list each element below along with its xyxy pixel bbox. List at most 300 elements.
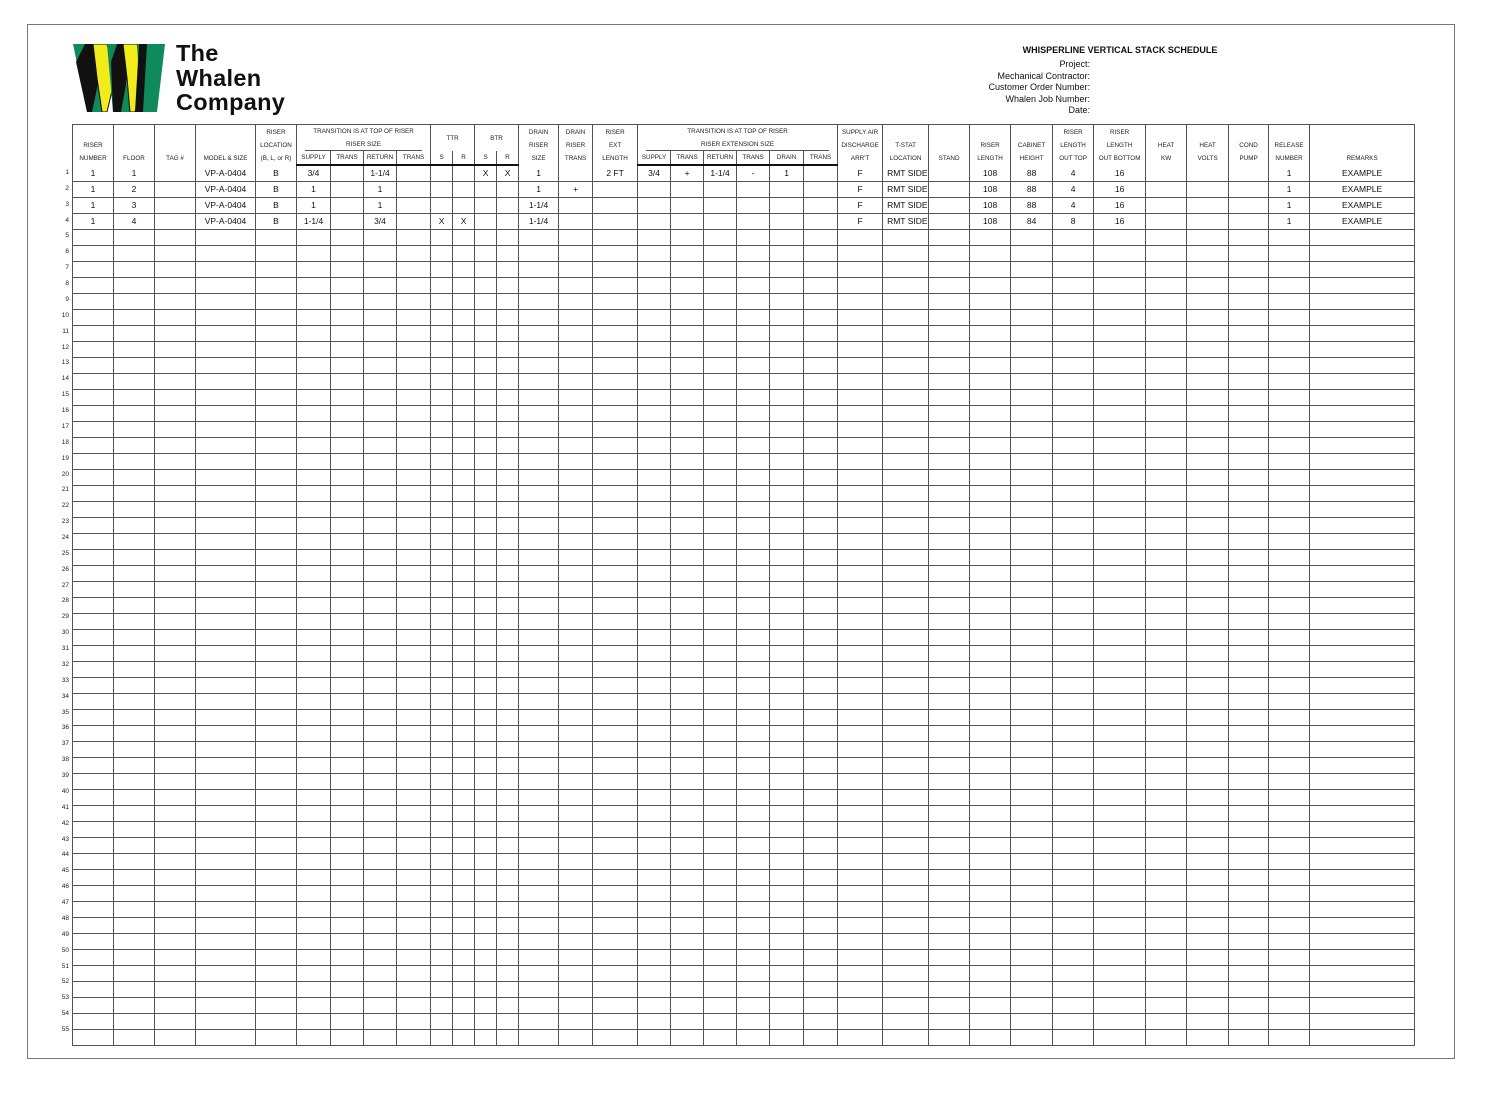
table-cell[interactable]: [559, 1014, 593, 1030]
table-cell[interactable]: [737, 790, 770, 806]
table-cell[interactable]: [297, 886, 331, 902]
table-cell[interactable]: [1094, 902, 1146, 918]
table-cell[interactable]: [331, 806, 364, 822]
table-cell[interactable]: [1229, 966, 1269, 982]
table-cell[interactable]: [593, 614, 638, 630]
table-cell[interactable]: [883, 310, 929, 326]
table-cell[interactable]: [397, 918, 431, 934]
table-cell[interactable]: [804, 646, 838, 662]
table-cell[interactable]: [970, 566, 1011, 582]
table-cell[interactable]: [704, 278, 737, 294]
table-cell[interactable]: [519, 246, 559, 262]
table-cell[interactable]: [256, 566, 297, 582]
table-cell[interactable]: [155, 886, 196, 902]
table-cell[interactable]: EXAMPLE: [1310, 165, 1415, 182]
table-cell[interactable]: [770, 582, 804, 598]
table-cell[interactable]: [497, 278, 519, 294]
table-cell[interactable]: [397, 486, 431, 502]
table-cell[interactable]: [1269, 358, 1310, 374]
table-cell[interactable]: [1229, 518, 1269, 534]
table-cell[interactable]: [256, 598, 297, 614]
table-cell[interactable]: [970, 1014, 1011, 1030]
table-cell[interactable]: [883, 486, 929, 502]
table-cell[interactable]: [397, 198, 431, 214]
table-cell[interactable]: [397, 902, 431, 918]
table-cell[interactable]: [497, 646, 519, 662]
table-cell[interactable]: [364, 678, 397, 694]
table-cell[interactable]: [431, 982, 453, 998]
table-cell[interactable]: 1: [297, 198, 331, 214]
table-cell[interactable]: [196, 470, 256, 486]
table-cell[interactable]: [1187, 278, 1229, 294]
table-cell[interactable]: [638, 742, 671, 758]
table-cell[interactable]: [114, 726, 155, 742]
table-cell[interactable]: [770, 278, 804, 294]
table-cell[interactable]: [431, 966, 453, 982]
table-cell[interactable]: [737, 390, 770, 406]
table-cell[interactable]: [1053, 454, 1094, 470]
table-cell[interactable]: [970, 582, 1011, 598]
table-cell[interactable]: [638, 230, 671, 246]
table-cell[interactable]: [397, 310, 431, 326]
table-cell[interactable]: [73, 454, 114, 470]
table-cell[interactable]: [1053, 678, 1094, 694]
table-cell[interactable]: [519, 742, 559, 758]
table-cell[interactable]: [838, 774, 883, 790]
table-cell[interactable]: [1094, 534, 1146, 550]
table-cell[interactable]: [1187, 678, 1229, 694]
table-cell[interactable]: [929, 518, 970, 534]
table-cell[interactable]: [1094, 438, 1146, 454]
table-cell[interactable]: [364, 950, 397, 966]
table-cell[interactable]: [1053, 550, 1094, 566]
table-cell[interactable]: [73, 822, 114, 838]
table-cell[interactable]: [431, 950, 453, 966]
table-cell[interactable]: [1269, 1014, 1310, 1030]
table-cell[interactable]: [1229, 870, 1269, 886]
table-cell[interactable]: [73, 1014, 114, 1030]
table-cell[interactable]: [770, 870, 804, 886]
table-cell[interactable]: [453, 406, 475, 422]
table-cell[interactable]: [804, 214, 838, 230]
table-cell[interactable]: [1146, 998, 1187, 1014]
table-cell[interactable]: [397, 662, 431, 678]
table-cell[interactable]: [970, 934, 1011, 950]
table-cell[interactable]: [671, 486, 704, 502]
table-cell[interactable]: [297, 630, 331, 646]
table-cell[interactable]: [1053, 790, 1094, 806]
table-cell[interactable]: [804, 422, 838, 438]
table-cell[interactable]: 8: [1053, 214, 1094, 230]
table-cell[interactable]: [1229, 1014, 1269, 1030]
table-cell[interactable]: [559, 950, 593, 966]
table-cell[interactable]: [331, 550, 364, 566]
table-cell[interactable]: [1187, 550, 1229, 566]
table-cell[interactable]: [1310, 950, 1415, 966]
table-cell[interactable]: [297, 438, 331, 454]
table-cell[interactable]: [770, 310, 804, 326]
table-cell[interactable]: [1310, 966, 1415, 982]
table-cell[interactable]: [559, 342, 593, 358]
table-cell[interactable]: [431, 838, 453, 854]
table-cell[interactable]: [1053, 662, 1094, 678]
table-cell[interactable]: [364, 374, 397, 390]
table-cell[interactable]: [804, 278, 838, 294]
table-cell[interactable]: [256, 534, 297, 550]
table-cell[interactable]: [497, 902, 519, 918]
table-cell[interactable]: [1146, 726, 1187, 742]
table-cell[interactable]: [519, 582, 559, 598]
table-cell[interactable]: [737, 326, 770, 342]
table-cell[interactable]: [1310, 390, 1415, 406]
table-cell[interactable]: [970, 726, 1011, 742]
table-cell[interactable]: 1-1/4: [519, 214, 559, 230]
table-cell[interactable]: [331, 342, 364, 358]
table-cell[interactable]: [397, 406, 431, 422]
table-cell[interactable]: [1053, 726, 1094, 742]
table-cell[interactable]: [770, 774, 804, 790]
table-cell[interactable]: [497, 422, 519, 438]
table-cell[interactable]: [838, 966, 883, 982]
table-cell[interactable]: [155, 182, 196, 198]
table-cell[interactable]: [475, 646, 497, 662]
table-cell[interactable]: [638, 262, 671, 278]
table-cell[interactable]: [196, 758, 256, 774]
table-cell[interactable]: [1011, 742, 1053, 758]
table-cell[interactable]: [256, 902, 297, 918]
table-cell[interactable]: [1146, 1014, 1187, 1030]
table-cell[interactable]: [1053, 326, 1094, 342]
table-cell[interactable]: 108: [970, 182, 1011, 198]
table-cell[interactable]: [114, 614, 155, 630]
table-cell[interactable]: 1: [114, 165, 155, 182]
table-cell[interactable]: [1269, 374, 1310, 390]
table-cell[interactable]: [519, 694, 559, 710]
table-cell[interactable]: [155, 198, 196, 214]
table-cell[interactable]: [559, 774, 593, 790]
table-cell[interactable]: [364, 534, 397, 550]
table-cell[interactable]: [671, 646, 704, 662]
table-cell[interactable]: [737, 934, 770, 950]
table-cell[interactable]: [804, 774, 838, 790]
table-cell[interactable]: [704, 678, 737, 694]
table-cell[interactable]: [1094, 422, 1146, 438]
table-cell[interactable]: [1187, 806, 1229, 822]
table-cell[interactable]: [1229, 998, 1269, 1014]
table-cell[interactable]: [1053, 870, 1094, 886]
table-cell[interactable]: [638, 390, 671, 406]
table-cell[interactable]: [1146, 390, 1187, 406]
table-cell[interactable]: [297, 694, 331, 710]
table-cell[interactable]: [475, 902, 497, 918]
table-cell[interactable]: [737, 950, 770, 966]
table-cell[interactable]: [196, 582, 256, 598]
table-cell[interactable]: [737, 470, 770, 486]
table-cell[interactable]: [804, 262, 838, 278]
table-cell[interactable]: [1310, 934, 1415, 950]
table-cell[interactable]: [929, 582, 970, 598]
table-cell[interactable]: [1011, 374, 1053, 390]
table-cell[interactable]: [1229, 454, 1269, 470]
table-cell[interactable]: [453, 422, 475, 438]
table-cell[interactable]: [73, 406, 114, 422]
table-cell[interactable]: [155, 470, 196, 486]
table-cell[interactable]: [883, 374, 929, 390]
table-cell[interactable]: [704, 822, 737, 838]
table-cell[interactable]: [475, 838, 497, 854]
table-cell[interactable]: [1310, 630, 1415, 646]
table-cell[interactable]: [804, 966, 838, 982]
table-cell[interactable]: [1310, 518, 1415, 534]
table-cell[interactable]: [1269, 278, 1310, 294]
table-cell[interactable]: [519, 614, 559, 630]
table-cell[interactable]: [737, 374, 770, 390]
table-cell[interactable]: [1269, 854, 1310, 870]
table-cell[interactable]: [838, 358, 883, 374]
table-cell[interactable]: X: [453, 214, 475, 230]
table-cell[interactable]: [1146, 758, 1187, 774]
table-cell[interactable]: [1229, 214, 1269, 230]
table-cell[interactable]: [1269, 230, 1310, 246]
table-cell[interactable]: [1187, 422, 1229, 438]
table-cell[interactable]: [453, 486, 475, 502]
table-cell[interactable]: [671, 438, 704, 454]
table-cell[interactable]: [1269, 502, 1310, 518]
table-cell[interactable]: [431, 694, 453, 710]
table-cell[interactable]: [1146, 278, 1187, 294]
table-cell[interactable]: [114, 838, 155, 854]
table-cell[interactable]: [929, 262, 970, 278]
table-cell[interactable]: [559, 982, 593, 998]
table-cell[interactable]: [1146, 182, 1187, 198]
table-cell[interactable]: [559, 374, 593, 390]
table-cell[interactable]: [155, 662, 196, 678]
table-cell[interactable]: [453, 598, 475, 614]
table-cell[interactable]: [929, 198, 970, 214]
table-cell[interactable]: [593, 598, 638, 614]
table-cell[interactable]: [1187, 470, 1229, 486]
table-cell[interactable]: [671, 710, 704, 726]
table-cell[interactable]: [1094, 950, 1146, 966]
table-cell[interactable]: [970, 838, 1011, 854]
table-cell[interactable]: [929, 646, 970, 662]
table-cell[interactable]: [638, 502, 671, 518]
table-cell[interactable]: [737, 742, 770, 758]
table-cell[interactable]: [73, 598, 114, 614]
table-cell[interactable]: [297, 486, 331, 502]
table-cell[interactable]: [297, 1030, 331, 1046]
table-cell[interactable]: [1094, 230, 1146, 246]
table-cell[interactable]: [883, 534, 929, 550]
table-cell[interactable]: [593, 278, 638, 294]
table-cell[interactable]: [297, 534, 331, 550]
table-cell[interactable]: [331, 438, 364, 454]
table-cell[interactable]: [1146, 838, 1187, 854]
table-cell[interactable]: [1053, 950, 1094, 966]
table-cell[interactable]: [704, 662, 737, 678]
table-cell[interactable]: [497, 294, 519, 310]
table-cell[interactable]: [397, 534, 431, 550]
table-cell[interactable]: [559, 918, 593, 934]
table-cell[interactable]: [929, 182, 970, 198]
table-cell[interactable]: [1053, 470, 1094, 486]
table-cell[interactable]: [838, 1030, 883, 1046]
table-cell[interactable]: [453, 614, 475, 630]
table-cell[interactable]: VP-A-0404: [196, 214, 256, 230]
table-cell[interactable]: [704, 422, 737, 438]
table-cell[interactable]: [804, 630, 838, 646]
table-cell[interactable]: [1229, 438, 1269, 454]
table-cell[interactable]: [364, 694, 397, 710]
table-cell[interactable]: [1053, 486, 1094, 502]
table-cell[interactable]: [453, 822, 475, 838]
table-cell[interactable]: [1269, 934, 1310, 950]
table-cell[interactable]: [453, 566, 475, 582]
table-cell[interactable]: [364, 934, 397, 950]
table-cell[interactable]: [397, 790, 431, 806]
table-cell[interactable]: 16: [1094, 182, 1146, 198]
table-cell[interactable]: [1269, 982, 1310, 998]
table-cell[interactable]: [519, 454, 559, 470]
table-cell[interactable]: [155, 246, 196, 262]
table-cell[interactable]: [1187, 374, 1229, 390]
table-cell[interactable]: 1: [1269, 182, 1310, 198]
table-cell[interactable]: [929, 246, 970, 262]
table-cell[interactable]: [838, 886, 883, 902]
table-cell[interactable]: [256, 838, 297, 854]
table-cell[interactable]: [155, 1014, 196, 1030]
table-cell[interactable]: [1011, 390, 1053, 406]
table-cell[interactable]: [297, 374, 331, 390]
table-cell[interactable]: [475, 726, 497, 742]
table-cell[interactable]: [519, 710, 559, 726]
table-cell[interactable]: [704, 902, 737, 918]
table-cell[interactable]: [770, 822, 804, 838]
table-cell[interactable]: [1187, 518, 1229, 534]
table-cell[interactable]: [397, 165, 431, 182]
table-cell[interactable]: [1094, 1030, 1146, 1046]
table-cell[interactable]: [1187, 870, 1229, 886]
table-cell[interactable]: [1269, 454, 1310, 470]
table-cell[interactable]: [155, 326, 196, 342]
table-cell[interactable]: [519, 806, 559, 822]
table-cell[interactable]: [497, 678, 519, 694]
table-cell[interactable]: [331, 214, 364, 230]
table-cell[interactable]: [256, 982, 297, 998]
table-cell[interactable]: [559, 294, 593, 310]
table-cell[interactable]: [114, 950, 155, 966]
table-cell[interactable]: [364, 982, 397, 998]
table-cell[interactable]: [559, 246, 593, 262]
table-cell[interactable]: [155, 518, 196, 534]
table-cell[interactable]: [1310, 230, 1415, 246]
table-cell[interactable]: [671, 502, 704, 518]
table-cell[interactable]: [671, 358, 704, 374]
table-cell[interactable]: [929, 806, 970, 822]
table-cell[interactable]: [804, 982, 838, 998]
table-cell[interactable]: [804, 838, 838, 854]
table-cell[interactable]: [155, 854, 196, 870]
table-cell[interactable]: [397, 518, 431, 534]
table-cell[interactable]: [155, 534, 196, 550]
table-cell[interactable]: [804, 726, 838, 742]
table-cell[interactable]: [1011, 694, 1053, 710]
table-cell[interactable]: [475, 262, 497, 278]
table-cell[interactable]: [883, 630, 929, 646]
table-cell[interactable]: [453, 230, 475, 246]
table-cell[interactable]: [1011, 294, 1053, 310]
table-cell[interactable]: 4: [1053, 165, 1094, 182]
table-cell[interactable]: [770, 454, 804, 470]
table-cell[interactable]: [114, 310, 155, 326]
table-cell[interactable]: [196, 998, 256, 1014]
table-cell[interactable]: 1: [73, 182, 114, 198]
table-cell[interactable]: [297, 934, 331, 950]
table-cell[interactable]: [1187, 182, 1229, 198]
table-cell[interactable]: [453, 694, 475, 710]
table-cell[interactable]: [431, 486, 453, 502]
table-cell[interactable]: [929, 614, 970, 630]
table-cell[interactable]: [497, 438, 519, 454]
table-cell[interactable]: [737, 1030, 770, 1046]
table-cell[interactable]: [1269, 390, 1310, 406]
table-cell[interactable]: [397, 630, 431, 646]
table-cell[interactable]: [671, 934, 704, 950]
table-cell[interactable]: EXAMPLE: [1310, 198, 1415, 214]
table-cell[interactable]: [1053, 262, 1094, 278]
table-cell[interactable]: [704, 854, 737, 870]
table-cell[interactable]: [883, 646, 929, 662]
table-cell[interactable]: [431, 566, 453, 582]
table-cell[interactable]: [431, 390, 453, 406]
table-cell[interactable]: [1310, 646, 1415, 662]
table-cell[interactable]: [397, 390, 431, 406]
table-cell[interactable]: [1187, 966, 1229, 982]
table-cell[interactable]: [737, 518, 770, 534]
table-cell[interactable]: [453, 294, 475, 310]
table-cell[interactable]: [1011, 630, 1053, 646]
table-cell[interactable]: [1094, 742, 1146, 758]
table-cell[interactable]: [770, 918, 804, 934]
table-cell[interactable]: [704, 1030, 737, 1046]
table-cell[interactable]: [256, 278, 297, 294]
table-cell[interactable]: [929, 598, 970, 614]
table-cell[interactable]: [883, 790, 929, 806]
table-cell[interactable]: [804, 1030, 838, 1046]
table-cell[interactable]: [593, 678, 638, 694]
table-cell[interactable]: [1094, 550, 1146, 566]
table-cell[interactable]: [475, 374, 497, 390]
table-cell[interactable]: [475, 886, 497, 902]
table-cell[interactable]: [970, 886, 1011, 902]
table-cell[interactable]: [593, 934, 638, 950]
table-cell[interactable]: [671, 678, 704, 694]
table-cell[interactable]: [1011, 678, 1053, 694]
table-cell[interactable]: [453, 182, 475, 198]
table-cell[interactable]: [519, 678, 559, 694]
table-cell[interactable]: [1011, 262, 1053, 278]
table-cell[interactable]: [497, 566, 519, 582]
table-cell[interactable]: [453, 662, 475, 678]
table-cell[interactable]: [1269, 662, 1310, 678]
table-cell[interactable]: [497, 390, 519, 406]
table-cell[interactable]: [671, 742, 704, 758]
table-cell[interactable]: [114, 758, 155, 774]
table-cell[interactable]: [593, 246, 638, 262]
table-cell[interactable]: [638, 326, 671, 342]
table-cell[interactable]: [397, 438, 431, 454]
table-cell[interactable]: [1146, 326, 1187, 342]
